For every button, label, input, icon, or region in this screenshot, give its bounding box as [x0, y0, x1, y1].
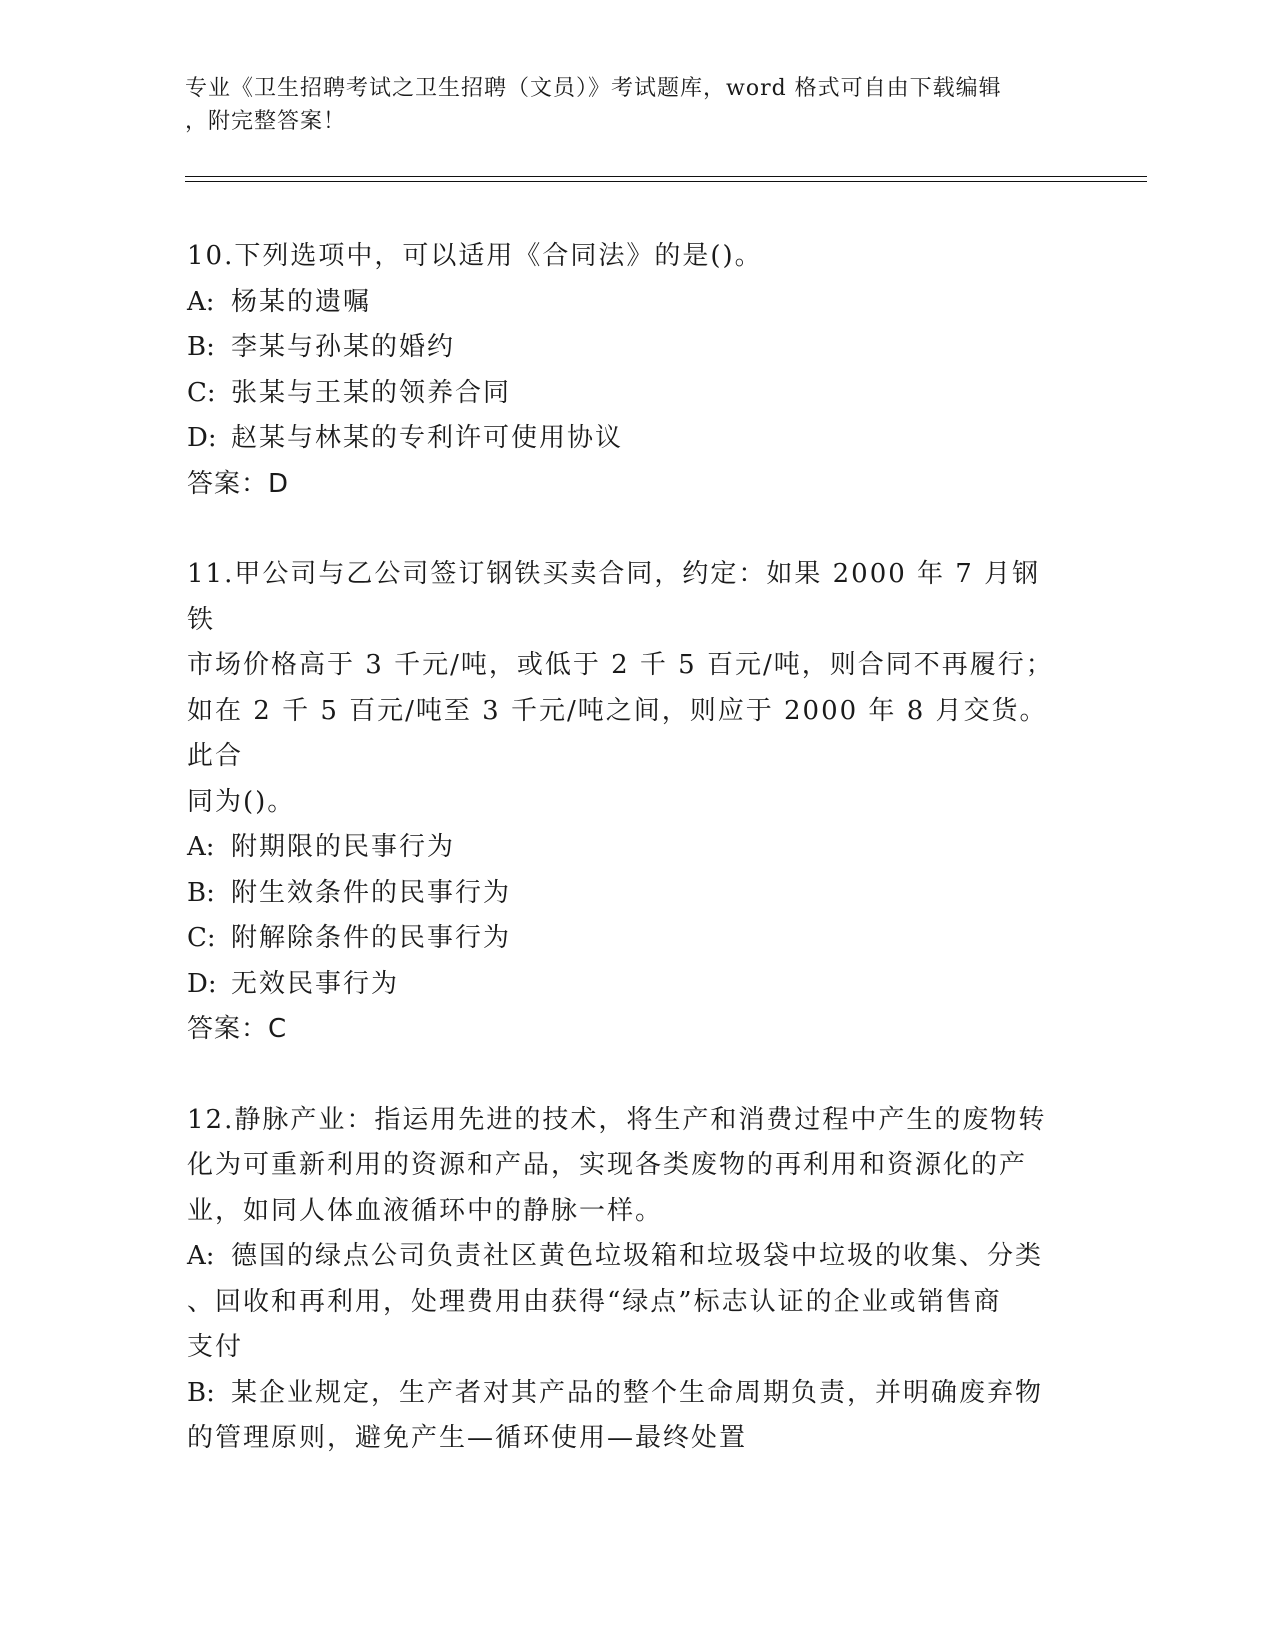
header-line-1: 专业《卫生招聘考试之卫生招聘（文员）》考试题库，word 格式可自由下载编辑: [185, 76, 1002, 101]
option-d: [187, 416, 1067, 462]
option-d: [187, 962, 1067, 1008]
spacer: [187, 507, 1067, 552]
option-label: D:: [187, 423, 217, 453]
option-text: 无效民事行为: [231, 968, 400, 999]
option-text: 赵某与林某的专利许可使用协议: [231, 423, 624, 453]
option-a: [187, 1234, 1067, 1280]
question-11: [187, 552, 1067, 1053]
question-text: 10.下列选项中，可以适用《合同法》的是()。: [187, 241, 763, 271]
option-label: C:: [187, 377, 216, 408]
option-c: [187, 371, 1067, 417]
spacer: [187, 1053, 1067, 1098]
option-text: 附解除条件的民事行为: [231, 923, 512, 953]
option-text: 李某与孙某的婚约: [231, 332, 456, 362]
answer: 答案：D: [187, 468, 290, 499]
header-divider-top: [185, 176, 1147, 177]
option-label: D:: [187, 968, 217, 999]
header-line-2: ，附完整答案！: [185, 109, 347, 134]
option-a: [187, 280, 1067, 326]
option-label: A:: [187, 286, 215, 317]
option-label: A:: [187, 1241, 215, 1271]
question-10: [187, 234, 1067, 507]
option-b: [187, 871, 1067, 917]
question-text-line: 如在 2 千 5 百元/吨至 3 千元/吨之间，则应于 2000 年 8 月交货。此合: [187, 695, 1048, 771]
option-label: C:: [187, 923, 216, 953]
question-list: [187, 234, 1067, 1462]
question-text-line: 12.静脉产业：指运用先进的技术，将生产和消费过程中产生的废物转: [187, 1104, 1047, 1135]
option-text: 附期限的民事行为: [231, 832, 456, 862]
option-continuation: 的管理原则，避免产生—循环使用—最终处置: [187, 1423, 748, 1453]
header-divider-bottom: [185, 181, 1147, 182]
option-text: 杨某的遗嘱: [231, 286, 372, 317]
option-continuation: 、回收和再利用，处理费用由获得“绿点”标志认证的企业或销售商: [187, 1286, 1002, 1317]
option-label: B:: [187, 1377, 215, 1408]
option-text: 张某与王某的领养合同: [231, 377, 512, 408]
question-text-line: 市场价格高于 3 千元/吨，或低于 2 千 5 百元/吨，则合同不再履行；: [187, 650, 1054, 680]
option-text: 附生效条件的民事行为: [231, 877, 512, 908]
question-12: [187, 1098, 1067, 1462]
question-text-line: 同为()。: [187, 786, 296, 817]
option-b: [187, 1371, 1067, 1417]
option-a: [187, 825, 1067, 871]
option-b: [187, 325, 1067, 371]
option-label: A:: [187, 832, 215, 862]
option-text: 某企业规定，生产者对其产品的整个生命周期负责，并明确废弃物: [231, 1377, 1044, 1408]
option-continuation: 支付: [187, 1332, 244, 1362]
option-label: B:: [187, 332, 215, 362]
question-text-line: 业，如同人体血液循环中的静脉一样。: [187, 1195, 664, 1226]
document-header: [185, 72, 1065, 138]
option-label: B:: [187, 877, 215, 908]
question-text-line: 化为可重新利用的资源和产品，实现各类废物的再利用和资源化的产: [187, 1150, 1028, 1180]
option-c: [187, 916, 1067, 962]
question-text-line: 11.甲公司与乙公司签订钢铁买卖合同，约定：如果 2000 年 7 月钢铁: [187, 559, 1041, 635]
answer: 答案：C: [187, 1014, 288, 1044]
option-text: 德国的绿点公司负责社区黄色垃圾箱和垃圾袋中垃圾的收集、分类: [231, 1241, 1044, 1271]
